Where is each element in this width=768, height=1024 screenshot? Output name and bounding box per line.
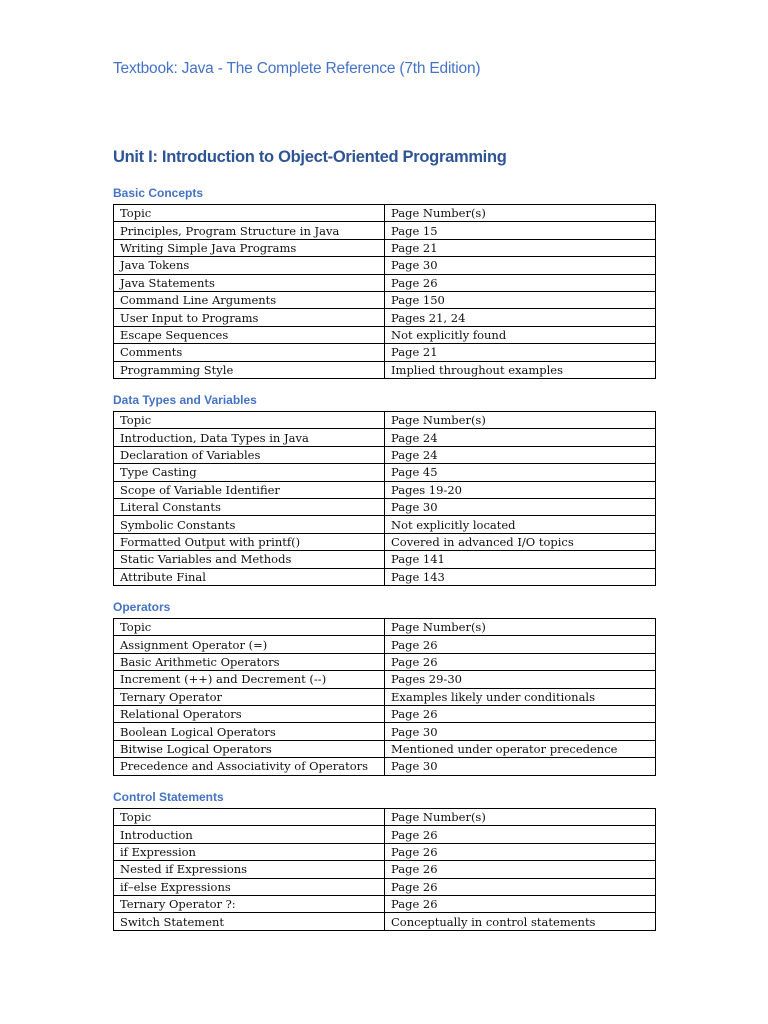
table-row — [114, 516, 656, 533]
page-number-cell: Page 45 — [385, 464, 656, 481]
table-row — [114, 913, 656, 930]
topic-cell: Java Statements — [114, 274, 385, 291]
topic-cell: Type Casting — [114, 464, 385, 481]
topic-cell: Static Variables and Methods — [114, 551, 385, 568]
header-page-cell: Page Number(s) — [385, 412, 656, 429]
topic-cell: Boolean Logical Operators — [114, 723, 385, 740]
topic-cell: Introduction, Data Types in Java — [114, 429, 385, 446]
topic-cell: Introduction — [114, 826, 385, 843]
table-row — [114, 446, 656, 463]
table-row — [114, 481, 656, 498]
page-number-cell: Covered in advanced I/O topics — [385, 533, 656, 550]
topics-table — [113, 204, 656, 379]
topic-cell: Command Line Arguments — [114, 291, 385, 308]
page-number-cell: Page 26 — [385, 636, 656, 653]
section-heading: Data Types and Variables — [113, 393, 257, 407]
textbook-title: Textbook: Java - The Complete Reference (7th Edition) — [113, 60, 481, 77]
page-number-cell: Page 26 — [385, 653, 656, 670]
table-row — [114, 861, 656, 878]
page-number-cell: Page 21 — [385, 239, 656, 256]
table-row — [114, 705, 656, 722]
table-row — [114, 895, 656, 912]
table-row — [114, 344, 656, 361]
table-row — [114, 758, 656, 775]
table-row — [114, 843, 656, 860]
page-number-cell: Page 26 — [385, 861, 656, 878]
topic-cell: Literal Constants — [114, 498, 385, 515]
table-row — [114, 826, 656, 843]
topic-cell: Escape Sequences — [114, 326, 385, 343]
topics-table — [113, 411, 656, 586]
topic-cell: Java Tokens — [114, 257, 385, 274]
topic-cell: Formatted Output with printf() — [114, 533, 385, 550]
table-row — [114, 429, 656, 446]
topic-cell: Ternary Operator — [114, 688, 385, 705]
table-row — [114, 671, 656, 688]
table-row — [114, 222, 656, 239]
table-header-row — [114, 412, 656, 429]
page-number-cell: Page 24 — [385, 446, 656, 463]
topic-cell: Scope of Variable Identifier — [114, 481, 385, 498]
topic-cell: Comments — [114, 344, 385, 361]
table-row — [114, 688, 656, 705]
section-heading: Basic Concepts — [113, 186, 204, 200]
table-row — [114, 740, 656, 757]
page-number-cell: Page 24 — [385, 429, 656, 446]
page-number-cell: Page 150 — [385, 291, 656, 308]
table-header-row — [114, 809, 656, 826]
page-number-cell: Pages 29-30 — [385, 671, 656, 688]
page-number-cell: Page 26 — [385, 705, 656, 722]
page-number-cell: Page 141 — [385, 551, 656, 568]
table-row — [114, 551, 656, 568]
table-row — [114, 533, 656, 550]
topics-table — [113, 618, 656, 776]
page-number-cell: Page 15 — [385, 222, 656, 239]
table-row — [114, 568, 656, 585]
topic-cell: if Expression — [114, 843, 385, 860]
page-number-cell: Page 30 — [385, 257, 656, 274]
page-number-cell: Page 26 — [385, 895, 656, 912]
page-number-cell: Page 26 — [385, 274, 656, 291]
topic-cell: Declaration of Variables — [114, 446, 385, 463]
topic-cell: Writing Simple Java Programs — [114, 239, 385, 256]
page-number-cell: Page 26 — [385, 878, 656, 895]
table-header-row — [114, 619, 656, 636]
topic-cell: Bitwise Logical Operators — [114, 740, 385, 757]
table-row — [114, 257, 656, 274]
page-number-cell: Page 143 — [385, 568, 656, 585]
table-row — [114, 498, 656, 515]
topic-cell: Assignment Operator (=) — [114, 636, 385, 653]
topic-cell: Programming Style — [114, 361, 385, 378]
unit-heading: Unit I: Introduction to Object-Oriented Programming — [113, 148, 507, 166]
page-number-cell: Examples likely under conditionals — [385, 688, 656, 705]
topic-cell: Basic Arithmetic Operators — [114, 653, 385, 670]
topic-cell: User Input to Programs — [114, 309, 385, 326]
topic-cell: Nested if Expressions — [114, 861, 385, 878]
table-row — [114, 291, 656, 308]
section-control-statements — [113, 789, 655, 931]
page-number-cell: Pages 21, 24 — [385, 309, 656, 326]
table-row — [114, 361, 656, 378]
table-row — [114, 878, 656, 895]
page-number-cell: Not explicitly found — [385, 326, 656, 343]
page-number-cell: Page 26 — [385, 826, 656, 843]
header-topic-cell: Topic — [114, 809, 385, 826]
table-row — [114, 653, 656, 670]
page-number-cell: Conceptually in control statements — [385, 913, 656, 930]
header-page-cell: Page Number(s) — [385, 205, 656, 222]
topic-cell: Ternary Operator ?: — [114, 895, 385, 912]
table-row — [114, 326, 656, 343]
header-topic-cell: Topic — [114, 412, 385, 429]
page-number-cell: Page 26 — [385, 843, 656, 860]
section-heading: Control Statements — [113, 790, 224, 804]
topic-cell: Attribute Final — [114, 568, 385, 585]
page-number-cell: Page 30 — [385, 758, 656, 775]
page-number-cell: Page 30 — [385, 723, 656, 740]
topic-cell: Principles, Program Structure in Java — [114, 222, 385, 239]
page-number-cell: Mentioned under operator precedence — [385, 740, 656, 757]
topic-cell: Switch Statement — [114, 913, 385, 930]
table-row — [114, 274, 656, 291]
header-topic-cell: Topic — [114, 205, 385, 222]
header-topic-cell: Topic — [114, 619, 385, 636]
header-page-cell: Page Number(s) — [385, 809, 656, 826]
page-number-cell: Page 21 — [385, 344, 656, 361]
page-number-cell: Pages 19-20 — [385, 481, 656, 498]
section-operators — [113, 599, 655, 776]
topic-cell: Increment (++) and Decrement (--) — [114, 671, 385, 688]
table-row — [114, 309, 656, 326]
section-basic-concepts — [113, 185, 655, 379]
table-header-row — [114, 205, 656, 222]
topics-table — [113, 808, 656, 931]
section-heading: Operators — [113, 600, 171, 614]
page-number-cell: Implied throughout examples — [385, 361, 656, 378]
page-number-cell: Page 30 — [385, 498, 656, 515]
table-row — [114, 464, 656, 481]
header-page-cell: Page Number(s) — [385, 619, 656, 636]
page-number-cell: Not explicitly located — [385, 516, 656, 533]
section-data-types-and-variables — [113, 392, 655, 586]
topic-cell: if–else Expressions — [114, 878, 385, 895]
table-row — [114, 239, 656, 256]
topic-cell: Symbolic Constants — [114, 516, 385, 533]
topic-cell: Relational Operators — [114, 705, 385, 722]
table-row — [114, 723, 656, 740]
topic-cell: Precedence and Associativity of Operators — [114, 758, 385, 775]
table-row — [114, 636, 656, 653]
